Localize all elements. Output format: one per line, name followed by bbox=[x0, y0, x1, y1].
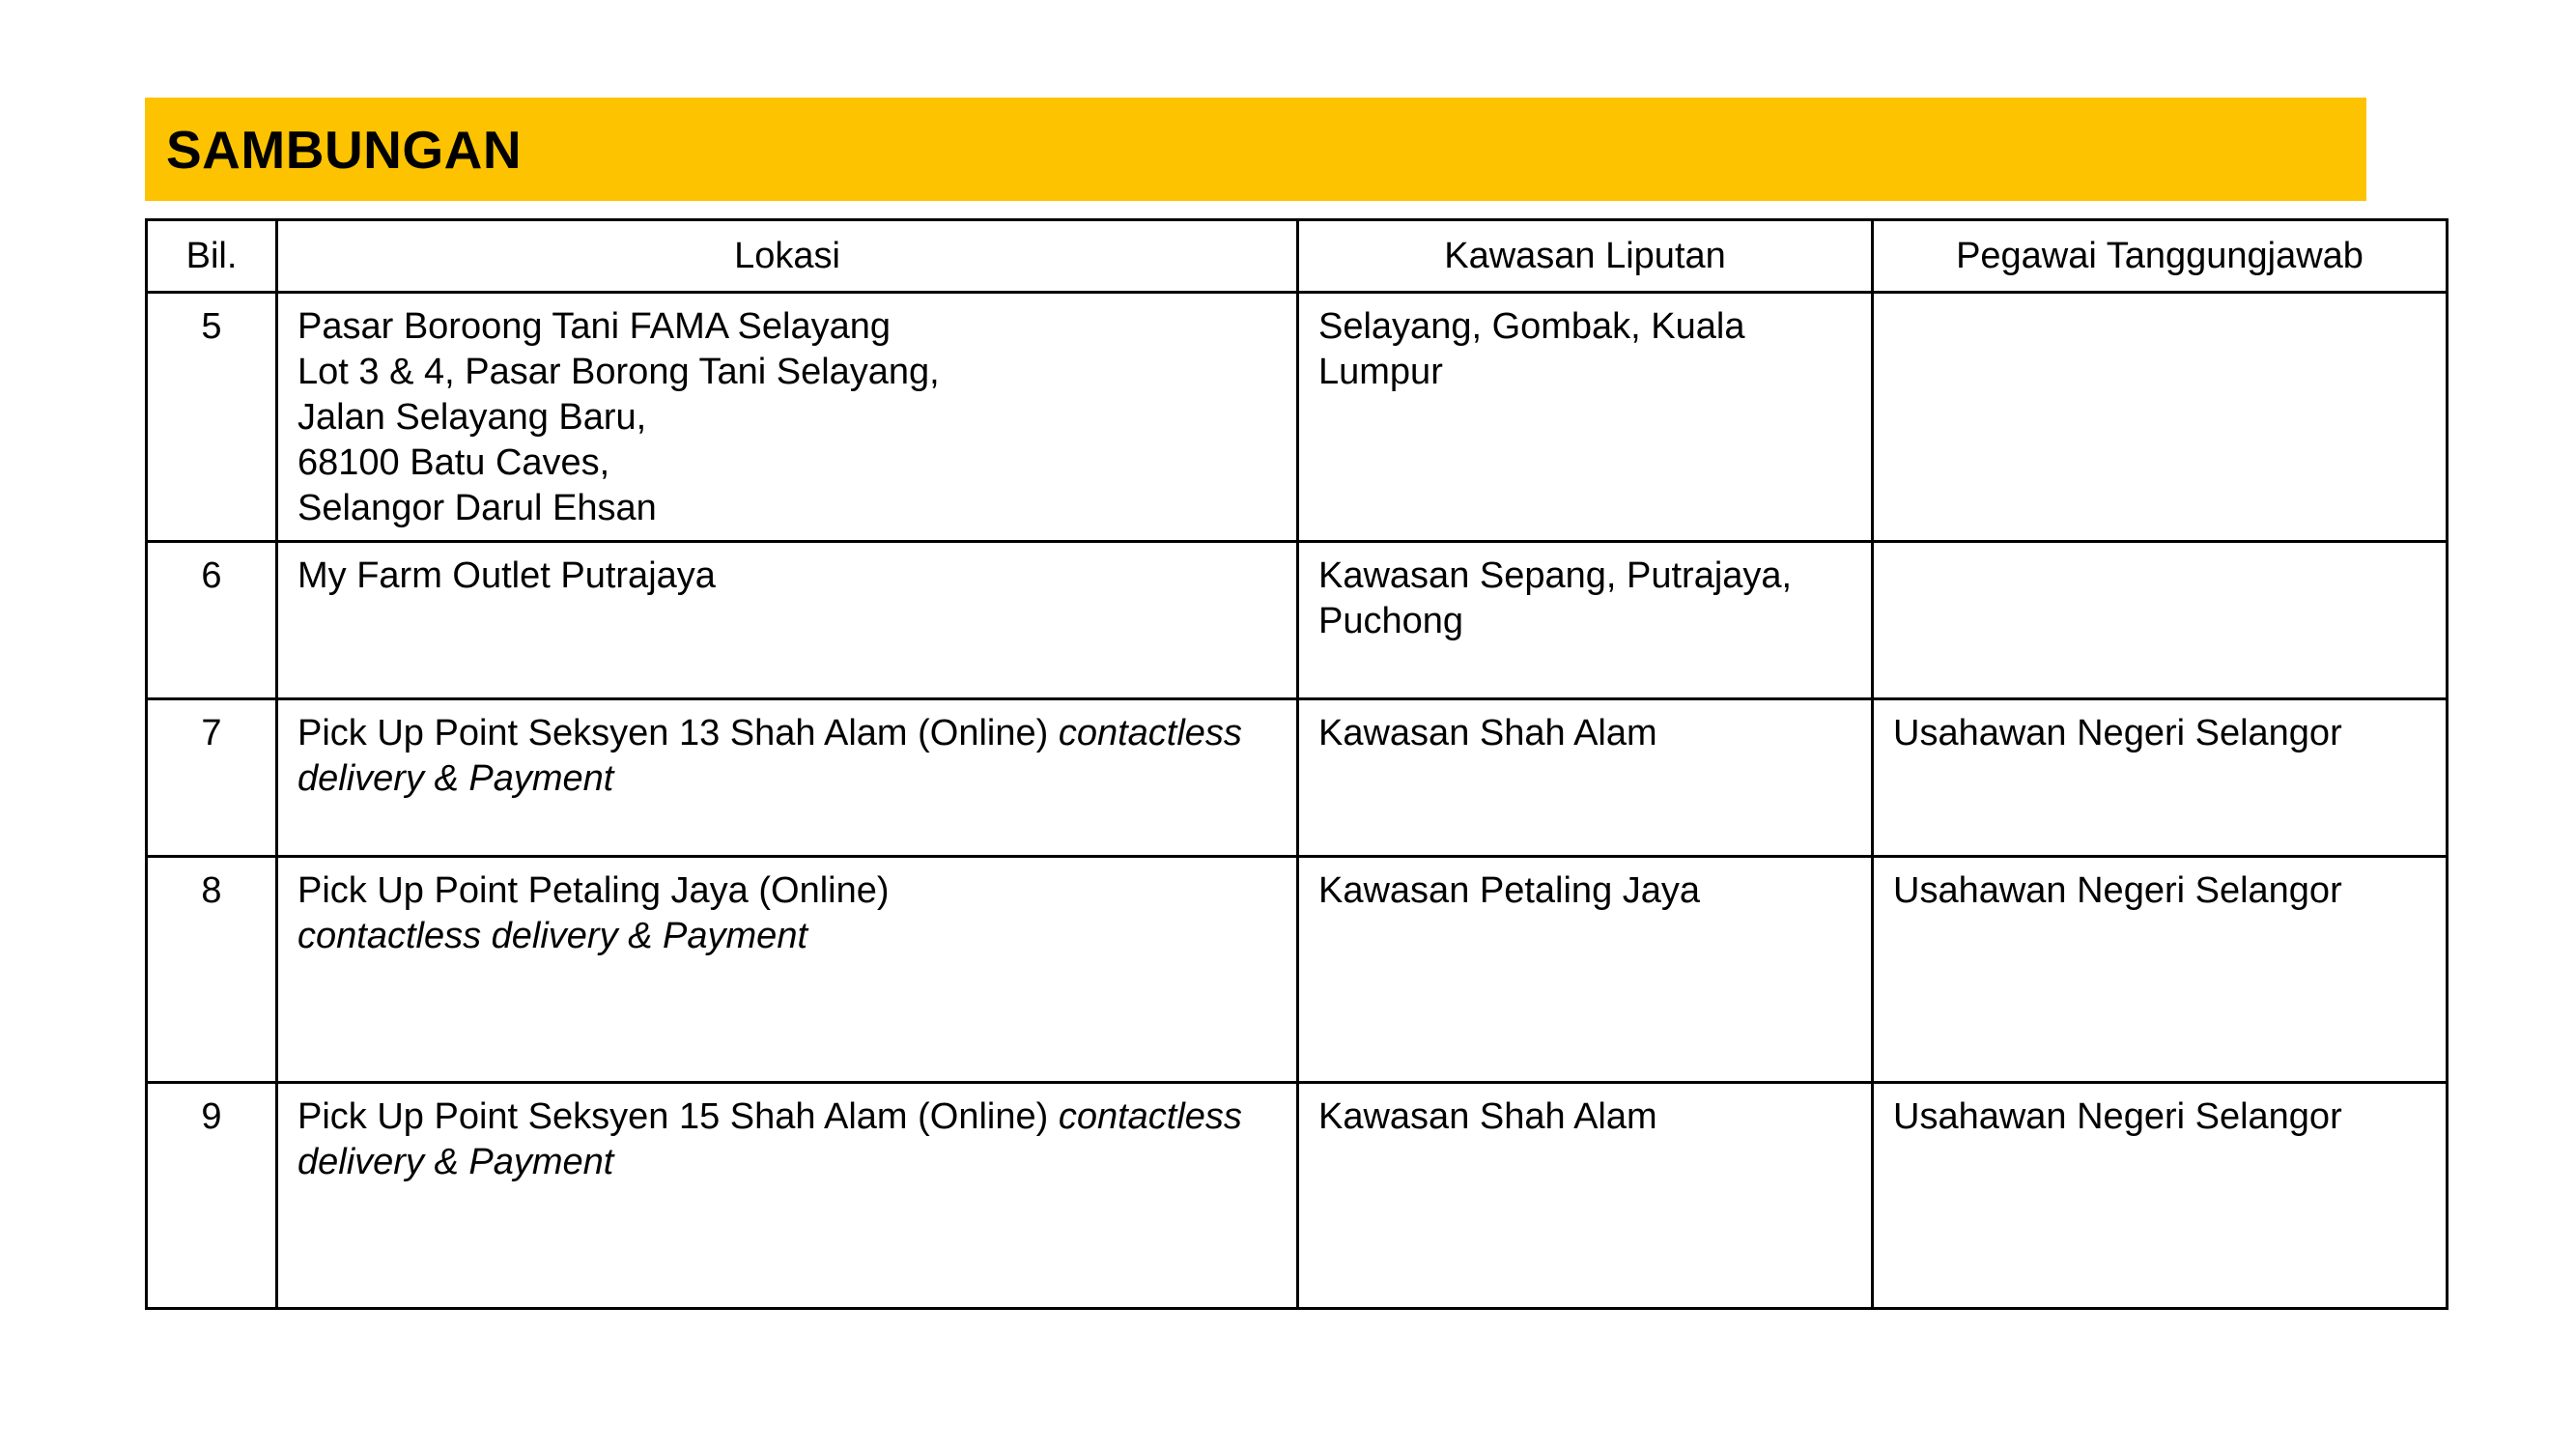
table-row bbox=[147, 542, 2448, 699]
section-title: SAMBUNGAN bbox=[166, 119, 523, 180]
lokasi-line: Pasar Boroong Tani FAMA Selayang bbox=[297, 306, 892, 347]
lokasi-main-text: Pick Up Point Seksyen 13 Shah Alam (Online) bbox=[297, 713, 1059, 753]
table-header bbox=[147, 220, 2448, 293]
lokasi-main-text: Pick Up Point Petaling Jaya (Online) bbox=[297, 870, 890, 911]
location-table bbox=[145, 218, 2449, 1310]
cell-bil: 8 bbox=[147, 857, 277, 1083]
cell-lokasi bbox=[277, 857, 1298, 1083]
table-row bbox=[147, 699, 2448, 857]
cell-pegawai-tanggungjawab bbox=[1873, 542, 2448, 699]
header-bil: Bil. bbox=[147, 220, 277, 293]
lokasi-italic-note: contactless delivery & Payment bbox=[297, 713, 1242, 799]
lokasi-line: Selangor Darul Ehsan bbox=[297, 488, 657, 528]
cell-kawasan-liputan: Selayang, Gombak, Kuala Lumpur bbox=[1298, 293, 1873, 542]
lokasi-italic-note: contactless delivery & Payment bbox=[297, 1096, 1242, 1182]
header-lokasi: Lokasi bbox=[277, 220, 1298, 293]
header-row bbox=[147, 220, 2448, 293]
lokasi-line: 68100 Batu Caves, bbox=[297, 442, 610, 483]
cell-kawasan-liputan: Kawasan Sepang, Putrajaya, Puchong bbox=[1298, 542, 1873, 699]
cell-pegawai-tanggungjawab: Usahawan Negeri Selangor bbox=[1873, 699, 2448, 857]
table-row bbox=[147, 857, 2448, 1083]
cell-bil: 7 bbox=[147, 699, 277, 857]
table-row bbox=[147, 293, 2448, 542]
lokasi-line: My Farm Outlet Putrajaya bbox=[297, 555, 716, 596]
table-row bbox=[147, 1083, 2448, 1309]
cell-bil: 9 bbox=[147, 1083, 277, 1309]
cell-lokasi bbox=[277, 1083, 1298, 1309]
table-body bbox=[147, 293, 2448, 1309]
header-pegawai-tanggungjawab: Pegawai Tanggungjawab bbox=[1873, 220, 2448, 293]
cell-lokasi bbox=[277, 293, 1298, 542]
header-kawasan-liputan: Kawasan Liputan bbox=[1298, 220, 1873, 293]
cell-kawasan-liputan: Kawasan Petaling Jaya bbox=[1298, 857, 1873, 1083]
lokasi-main-text: Pick Up Point Seksyen 15 Shah Alam (Online) bbox=[297, 1096, 1059, 1137]
cell-bil: 6 bbox=[147, 542, 277, 699]
section-banner bbox=[145, 98, 2366, 201]
lokasi-line: Lot 3 & 4, Pasar Borong Tani Selayang, bbox=[297, 352, 940, 392]
lokasi-line: Jalan Selayang Baru, bbox=[297, 397, 647, 438]
cell-lokasi bbox=[277, 699, 1298, 857]
cell-bil: 5 bbox=[147, 293, 277, 542]
cell-kawasan-liputan: Kawasan Shah Alam bbox=[1298, 1083, 1873, 1309]
cell-pegawai-tanggungjawab bbox=[1873, 293, 2448, 542]
cell-lokasi bbox=[277, 542, 1298, 699]
cell-pegawai-tanggungjawab: Usahawan Negeri Selangor bbox=[1873, 857, 2448, 1083]
lokasi-italic-note: contactless delivery & Payment bbox=[297, 916, 808, 956]
cell-pegawai-tanggungjawab: Usahawan Negeri Selangor bbox=[1873, 1083, 2448, 1309]
cell-kawasan-liputan: Kawasan Shah Alam bbox=[1298, 699, 1873, 857]
